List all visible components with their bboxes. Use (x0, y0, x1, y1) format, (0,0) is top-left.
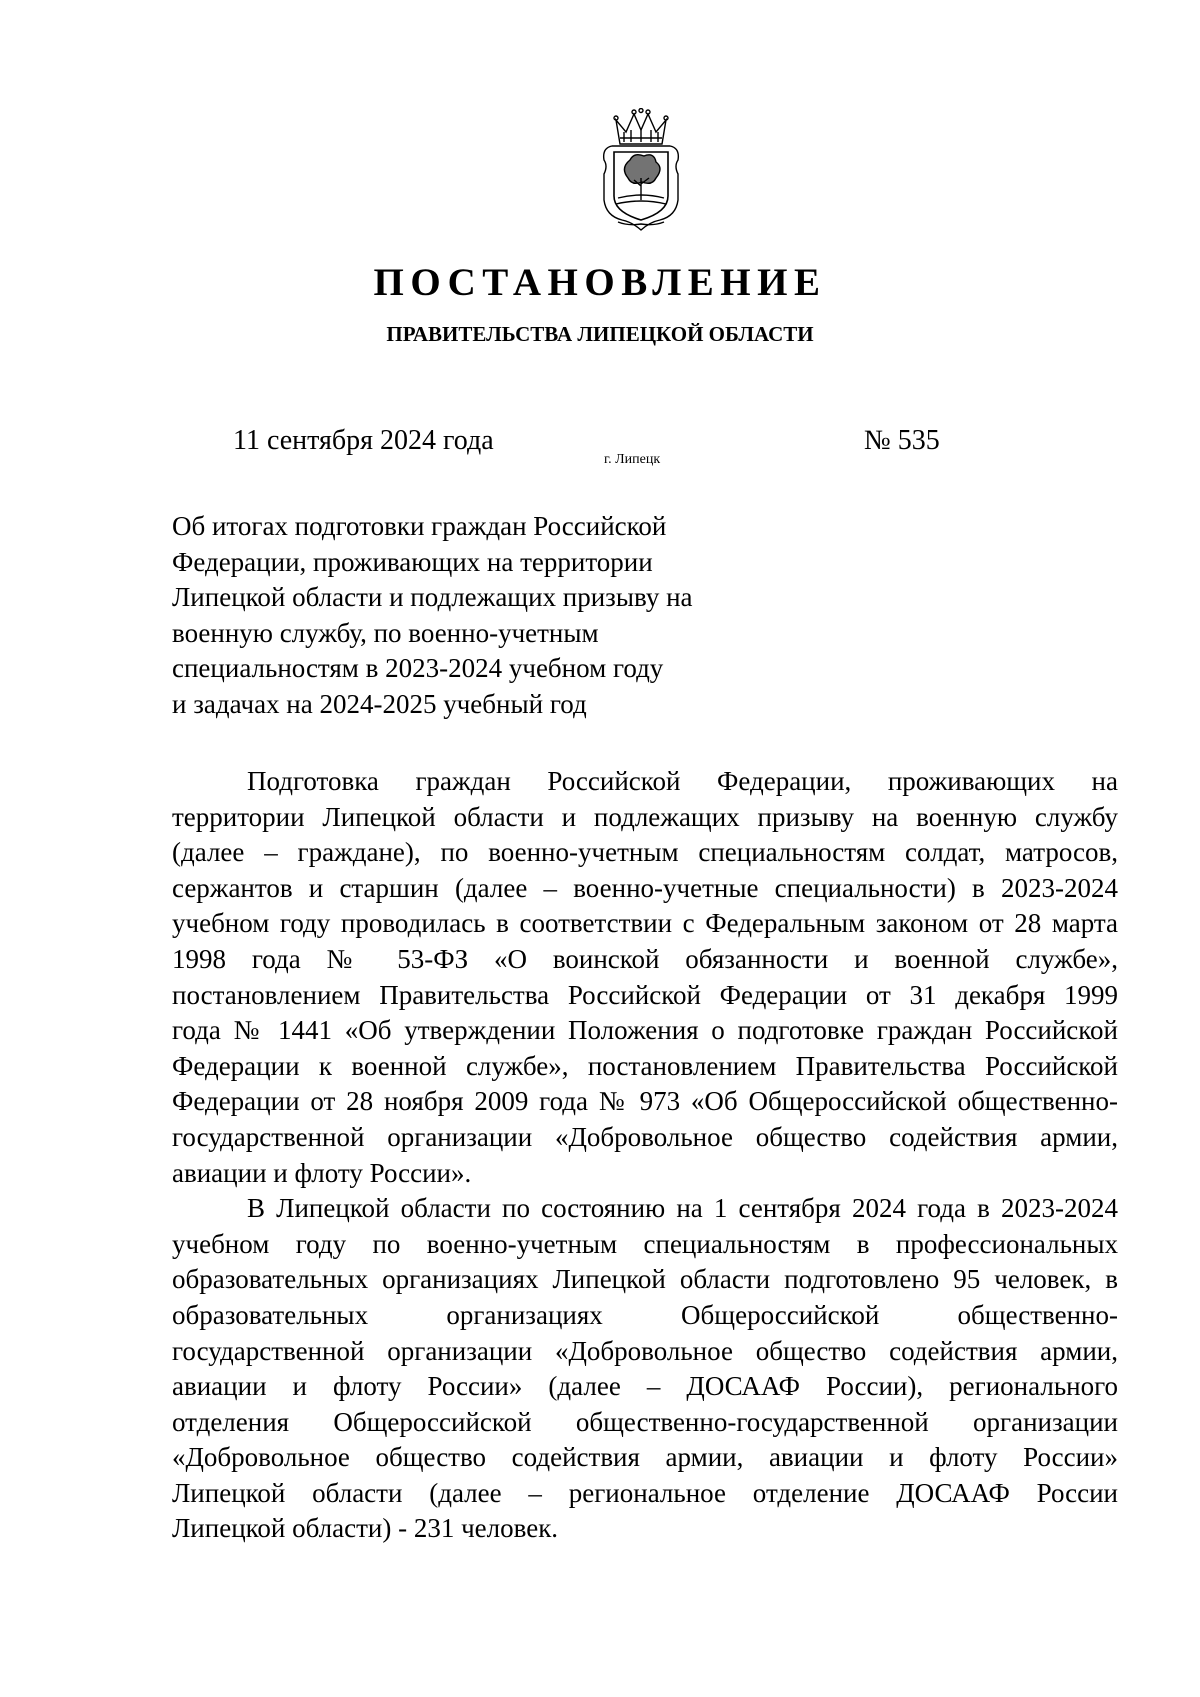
paragraph-line: территории Липецкой области и подлежащих призыву на военную службу (172, 801, 1118, 832)
paragraph-line: авиации и флоту России». (172, 1157, 472, 1188)
issuing-authority: ПРАВИТЕЛЬСТВА ЛИПЕЦКОЙ ОБЛАСТИ (386, 322, 814, 346)
paragraph-line: сержантов и старшин (далее – военно-учетные специальности) в 2023-2024 (172, 872, 1118, 903)
paragraph-line: Липецкой области (далее – региональное отделение ДОСААФ России (172, 1477, 1118, 1508)
paragraph-line: Федерации к военной службе», постановлением Правительства Российской (172, 1050, 1118, 1081)
title-line: Липецкой области и подлежащих призыву на (172, 582, 693, 612)
paragraph (172, 764, 1118, 1191)
paragraph-line: Подготовка граждан Российской Федерации, проживающих на (247, 766, 1118, 796)
paragraph-line: года № 1441 «Об утверждении Положения о подготовке граждан Российской (172, 1015, 1118, 1046)
paragraph-line: образовательных организациях Общероссийской общественно- (172, 1299, 1118, 1330)
paragraph-line: В Липецкой области по состоянию на 1 сентября 2024 года в 2023-2024 (247, 1193, 1118, 1224)
title-line: военную службу, по военно-учетным (172, 617, 599, 648)
paragraph-line: образовательных организациях Липецкой области подготовлено 95 человек, в (172, 1264, 1118, 1295)
title-line: специальностям в 2023-2024 учебном году (172, 653, 664, 683)
document-body (172, 764, 1118, 1547)
document-number: № 535 (864, 425, 940, 456)
paragraph-line: государственной организации «Добровольное общество содействия армии, (172, 1121, 1118, 1152)
paragraph-line: «Добровольное общество содействия армии, авиации и флоту России» (172, 1442, 1118, 1473)
paragraph-line: Липецкой области) - 231 человек. (172, 1513, 559, 1544)
paragraph-line: государственной организации «Добровольное общество содействия армии, (172, 1335, 1118, 1366)
lipetsk-coat-of-arms-icon (598, 108, 684, 236)
title-line: Об итогах подготовки граждан Российской (172, 511, 667, 541)
paragraph-line: учебном году по военно-учетным специальностям в профессиональных (172, 1228, 1118, 1259)
paragraph-line: постановлением Правительства Российской Федерации от 31 декабря 1999 (172, 979, 1118, 1010)
paragraph-line: авиации и флоту России» (далее – ДОСААФ России), регионального (172, 1371, 1118, 1402)
document-type-heading: ПОСТАНОВЛЕНИЕ (373, 261, 827, 304)
document-title (172, 509, 772, 722)
paragraph-line: Федерации от 28 ноября 2009 года № 973 «Об Общероссийской общественно- (172, 1086, 1118, 1117)
paragraph-line: 1998 года № 53-ФЗ «О воинской обязанности и военной службе», (172, 943, 1118, 974)
title-line: и задачах на 2024-2025 учебный год (172, 688, 587, 719)
paragraph-line: учебном году проводилась в соответствии с Федеральным законом от 28 марта (172, 908, 1118, 939)
title-line: Федерации, проживающих на территории (172, 546, 653, 577)
document-date: 11 сентября 2024 года (233, 425, 494, 456)
document-place: г. Липецк (604, 452, 661, 467)
paragraph-line: отделения Общероссийской общественно-государственной организации (172, 1406, 1118, 1437)
paragraph (172, 1191, 1118, 1547)
paragraph-line: (далее – граждане), по военно-учетным специальностям солдат, матросов, (172, 837, 1118, 868)
